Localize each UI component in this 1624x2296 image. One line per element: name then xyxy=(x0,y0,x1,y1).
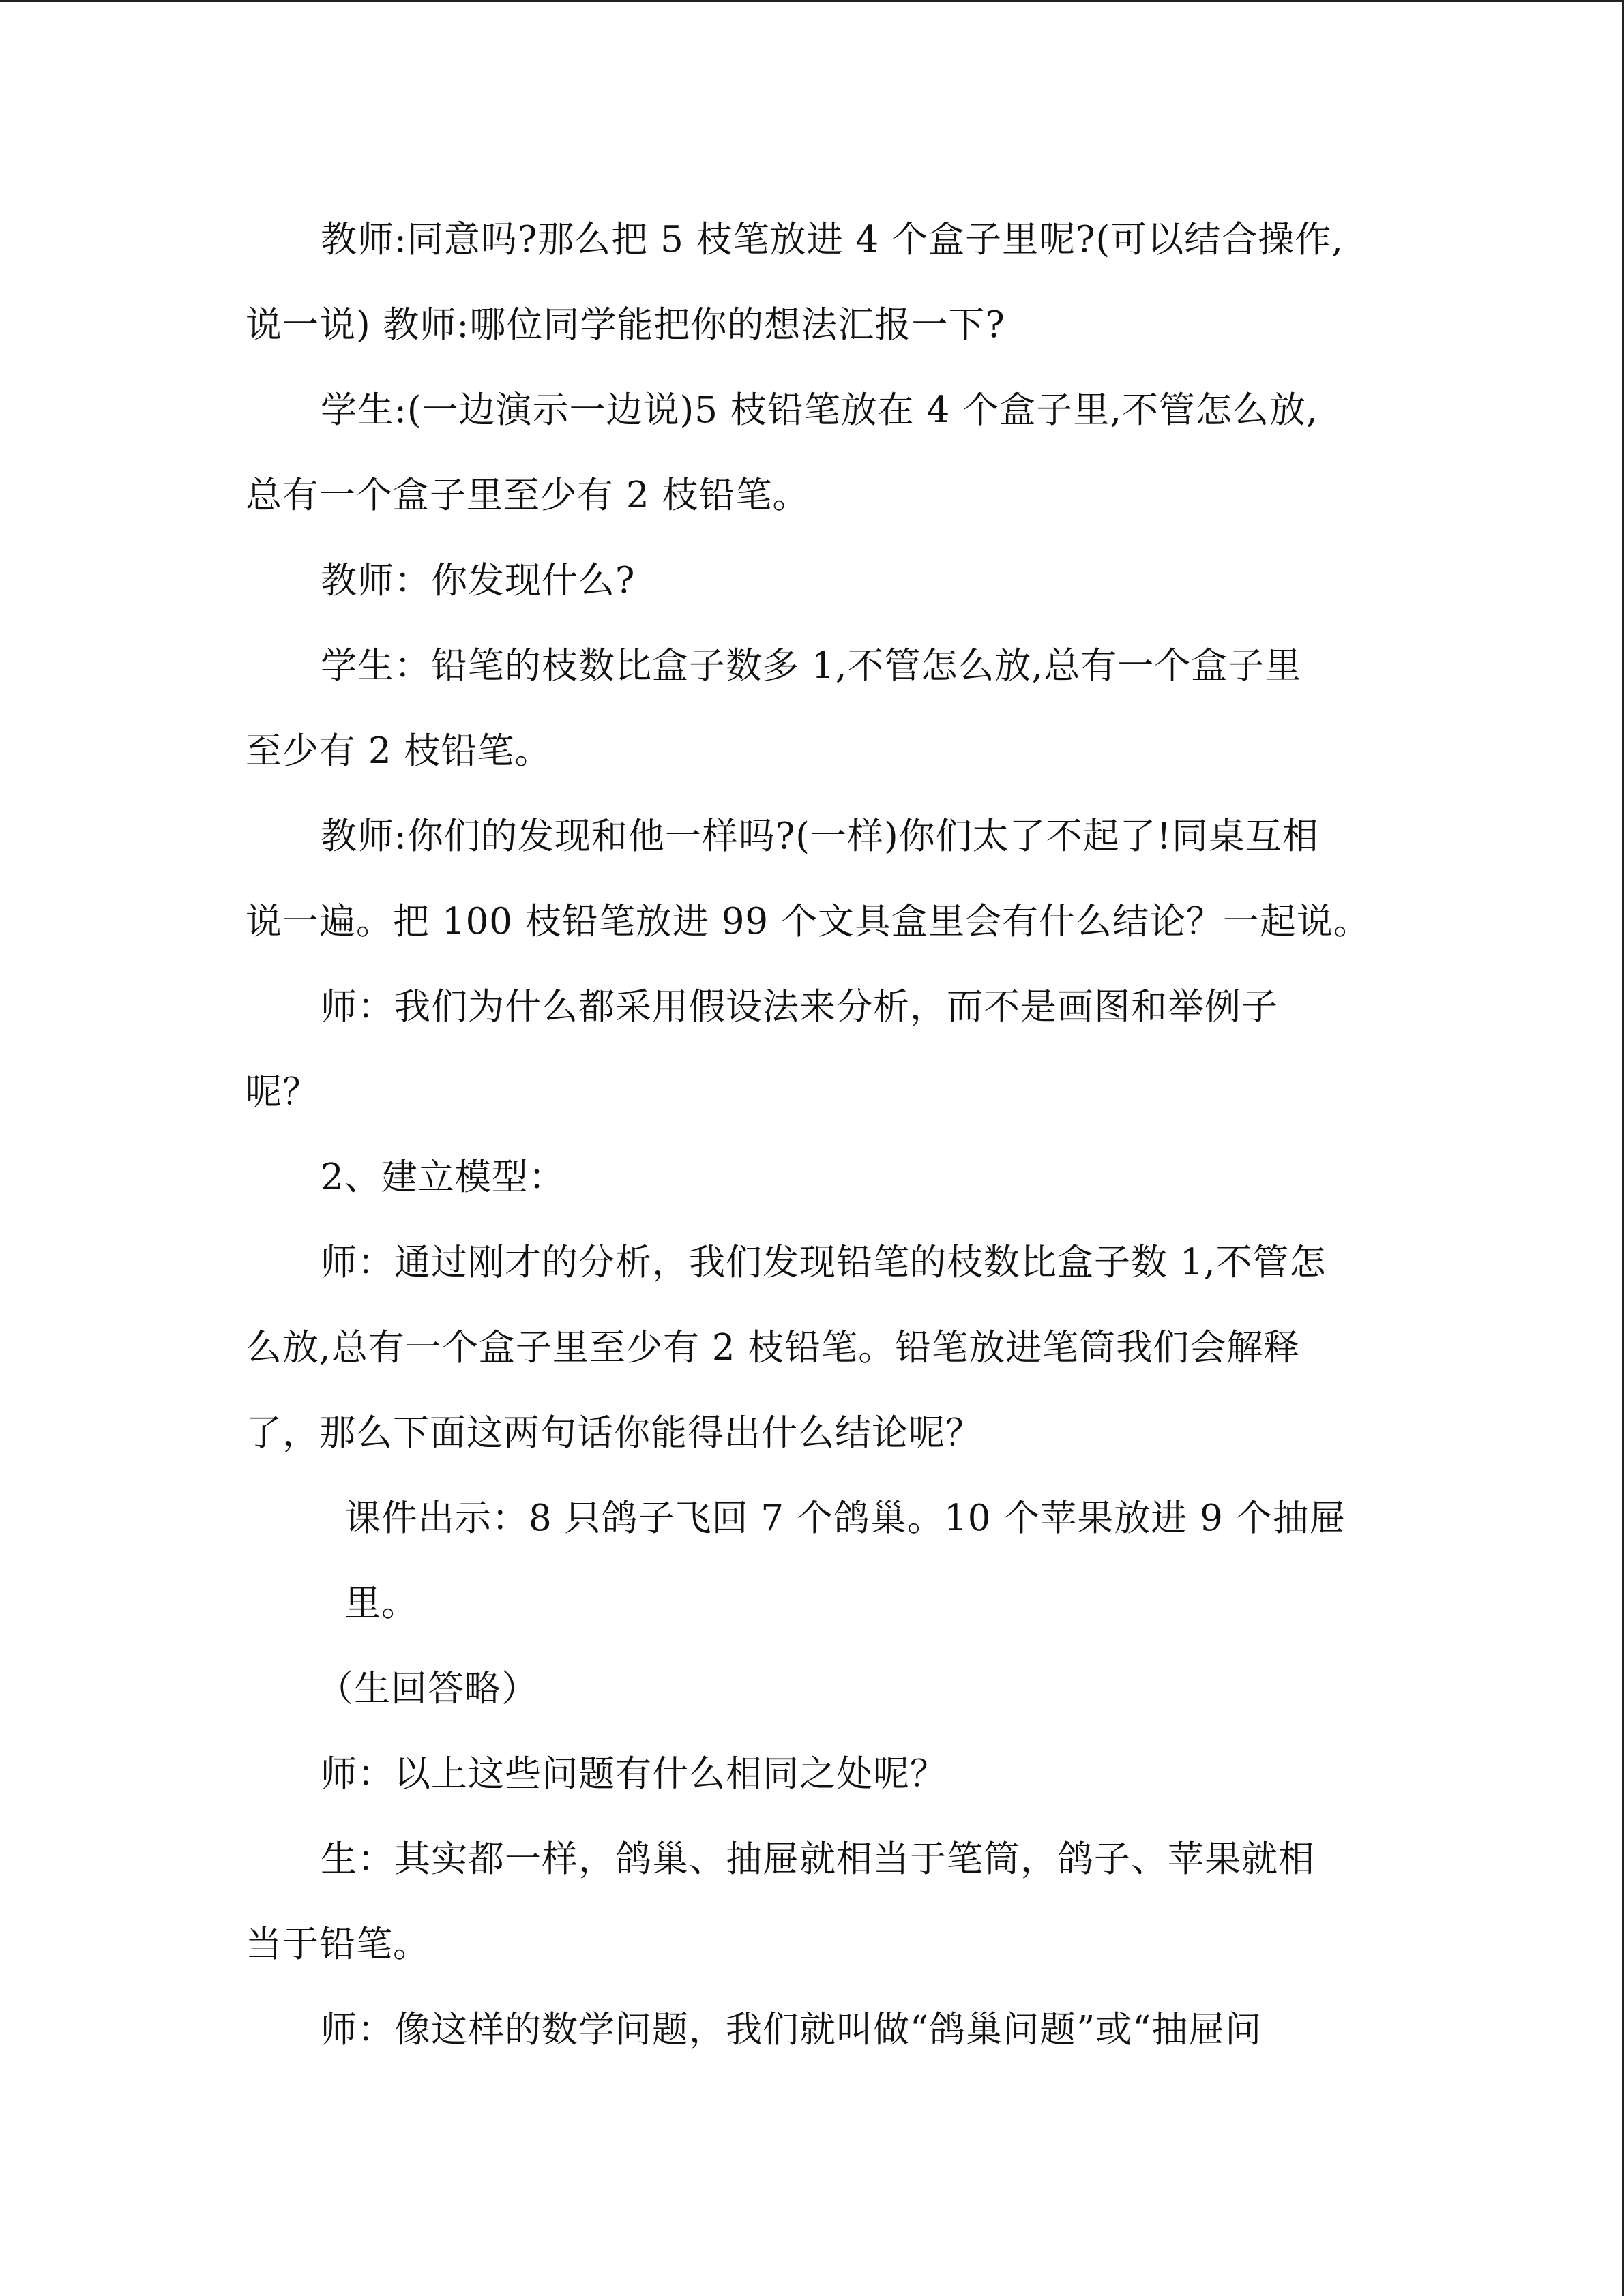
text-line: 至少有 2 枝铅笔。 xyxy=(246,730,552,772)
text-line: 说一说) 教师:哪位同学能把你的想法汇报一下? xyxy=(246,304,1005,346)
text-line: 么放,总有一个盒子里至少有 2 枝铅笔。铅笔放进笔筒我们会解释 xyxy=(246,1327,1301,1369)
text-line: 课件出示：8 只鸽子飞回 7 个鸽巢。10 个苹果放进 9 个抽屉 xyxy=(344,1497,1346,1539)
page-top-border xyxy=(0,0,1624,2)
text-line: 生：其实都一样，鸽巢、抽屉就相当于笔筒，鸽子、苹果就相 xyxy=(321,1838,1315,1880)
text-line: 师：以上这些问题有什么相同之处呢？ xyxy=(321,1753,947,1795)
text-line: 师：我们为什么都采用假设法来分析，而不是画图和举例子 xyxy=(321,986,1278,1028)
text-line: 总有一个盒子里至少有 2 枝铅笔。 xyxy=(246,475,810,516)
text-line: （生回答略） xyxy=(317,1668,538,1710)
text-line: 说一遍。把 100 枝铅笔放进 99 个文具盒里会有什么结论？一起说。 xyxy=(246,901,1370,942)
text-line: 学生:(一边演示一边说)5 枝铅笔放在 4 个盒子里,不管怎么放, xyxy=(321,389,1318,431)
text-line: 了，那么下面这两句话你能得出什么结论呢？ xyxy=(246,1412,982,1454)
text-line: 呢？ xyxy=(246,1071,319,1113)
text-line: 教师：你发现什么? xyxy=(321,560,636,601)
text-line: 师：像这样的数学问题，我们就叫做“鸽巢问题”或“抽屉问 xyxy=(321,2009,1263,2051)
text-line: 教师:你们的发现和他一样吗?(一样)你们太了不起了!同桌互相 xyxy=(321,816,1319,857)
section-heading: 2、建立模型： xyxy=(321,1157,565,1198)
text-line: 教师:同意吗?那么把 5 枝笔放进 4 个盒子里呢?(可以结合操作, xyxy=(321,219,1344,260)
text-line: 当于铅笔。 xyxy=(246,1924,430,1965)
text-line: 学生：铅笔的枝数比盒子数多 1,不管怎么放,总有一个盒子里 xyxy=(321,645,1302,687)
text-line: 师：通过刚才的分析，我们发现铅笔的枝数比盒子数 1,不管怎 xyxy=(321,1242,1327,1283)
text-line: 里。 xyxy=(344,1583,418,1624)
